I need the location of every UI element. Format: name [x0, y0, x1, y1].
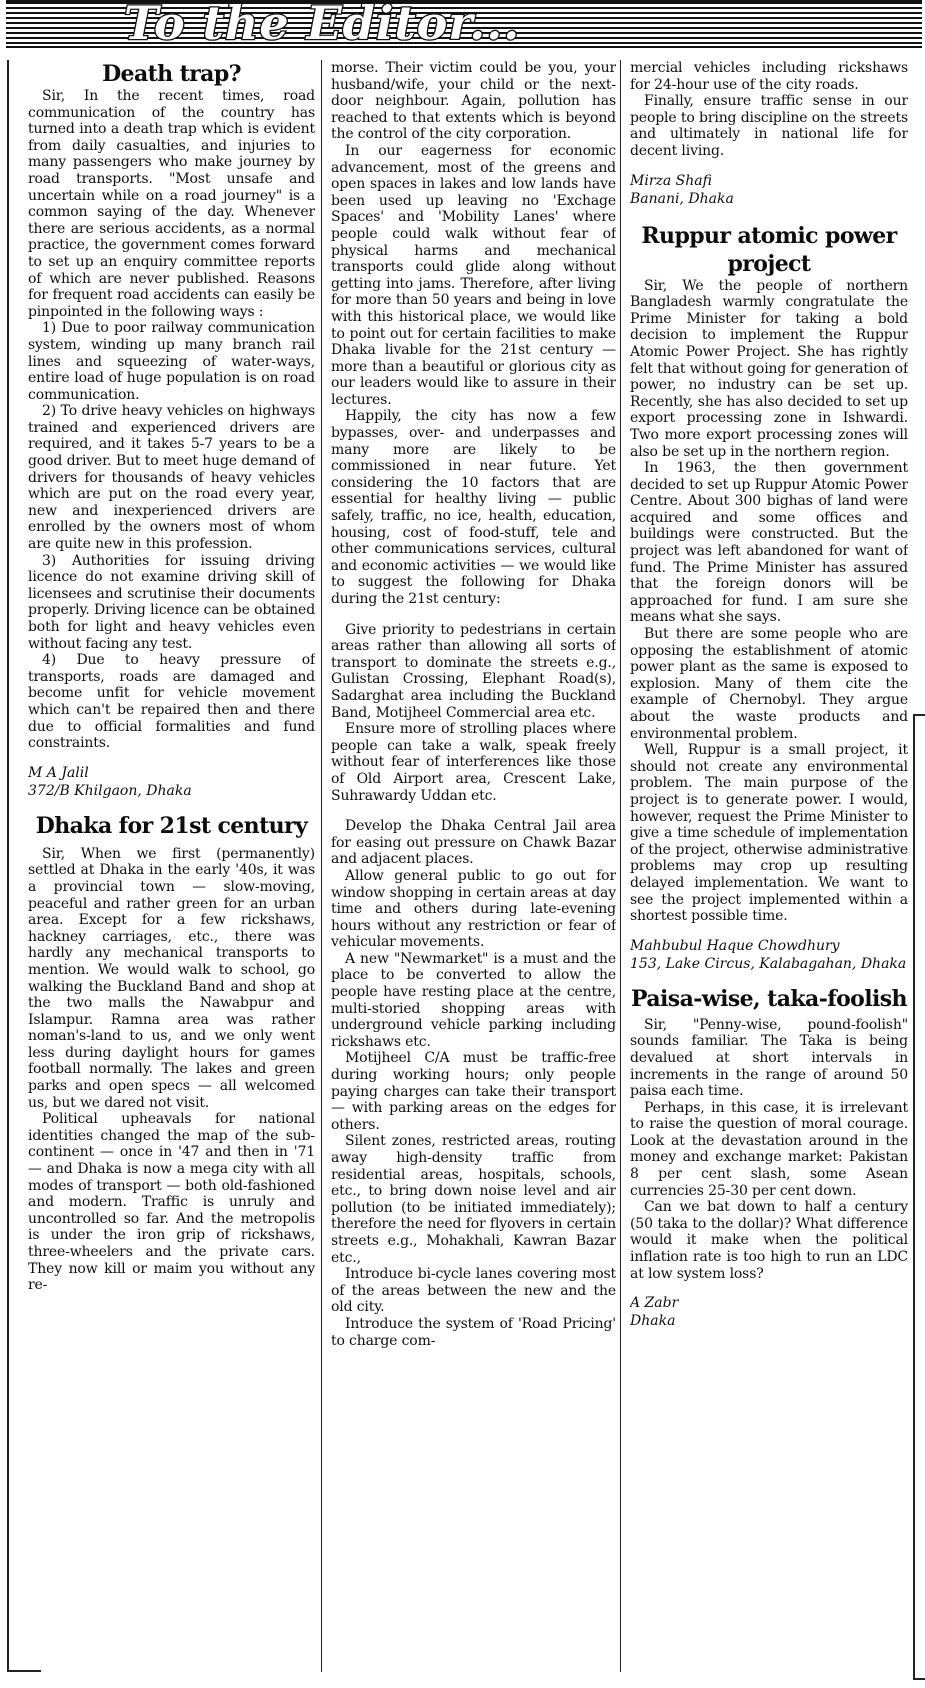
paragraph: Give priority to pedestrians in certain areas rather than allowing all sorts of transport to dominate the streets e.g., Gulistan Crossing, Elephant Road(s), Sadarghat area including the Buckland Band, Motijheel Commercial area etc.: [331, 621, 616, 721]
column-divider: [321, 60, 322, 1672]
column-3: [630, 60, 908, 1680]
signature: [28, 764, 315, 800]
letter-dhaka-conclusion: [630, 60, 908, 160]
paragraph: Political upheavals for national identities changed the map of the sub-continent — once in '47 and then in '71 — and Dhaka is now a mega city with all modes of transport — both old-fashioned and modern. Traffic is unruly and uncontrolled so far. And the metropolis is under the iron grip of rickshaws, three-wheelers and the private cars. They now kill or maim you without any re-: [28, 1111, 315, 1294]
paragraph: In our eagerness for economic advancement, most of the greens and open spaces in lakes and low lands have been used up leaving no 'Exchage Spaces' and 'Mobility Lanes' where people could walk without fear of physical harms and mechanical transports could glide along without getting into jams. Therefore, after living for more than 50 years and being in love with this historical place, we would like to point out for certain facilities to make Dhaka livable for the 21st century — more than a beautiful or glorious city as our leaders would like to assure in their lectures.: [331, 142, 616, 408]
signature-name: Mahbubul Haque Chowdhury: [630, 937, 840, 954]
letter-ruppur-body: [630, 278, 908, 925]
letter-paisa-body: [630, 1017, 908, 1283]
paragraph: mercial vehicles including rickshaws for 24-hour use of the city roads.: [630, 60, 908, 93]
masthead: [6, 0, 922, 48]
paragraph: morse. Their victim could be you, your husband/wife, your child or the next-door neighbour. Again, pollution has reached to that extents which is beyond the control of the city corporation.: [331, 60, 616, 143]
headline-death-trap: Death trap?: [102, 61, 241, 87]
left-column-rule: [7, 60, 9, 1672]
headline-ruppur-atomic: Ruppur atomic power project: [641, 222, 897, 277]
letter-death-trap-body: [28, 88, 315, 752]
paragraph: Sir, When we first (permanently) settled at Dhaka in the early '40s, it was a provincial town — slow-moving, peaceful and rather green for an urban area. Except for a few rickshaws, hackney carriages, etc., there was hardly any mechanical transports to mention. We would walk to school, go walking the Buckland Band and shop at the two malls the Nawabpur and Islampur. Ramna area was rather noman's-land to us, and we only went less during daylight hours for games football normally. The lakes and green parks and open specs — all welcomed us, but we dared not visit.: [28, 845, 315, 1111]
paragraph: Develop the Dhaka Central Jail area for easing out pressure on Chawk Bazar and adjacent places.: [331, 818, 616, 868]
signature: [630, 1294, 908, 1330]
signature-address: Dhaka: [630, 1313, 676, 1330]
paragraph: 3) Authorities for issuing driving licence do not examine driving skill of licensees and scrutinise their documents properly. Driving licence can be obtained both for light and heavy vehicles even without facing any test.: [28, 552, 315, 652]
paragraph: 1) Due to poor railway communication system, winding up many branch rail lines and squeezing of water-ways, entire load of huge population is on road communication.: [28, 320, 315, 403]
paragraph: Finally, ensure traffic sense in our people to bring discipline on the streets and ultimately in national life for decent living.: [630, 93, 908, 159]
signature-address: Banani, Dhaka: [630, 190, 734, 207]
paragraph: Perhaps, in this case, it is irrelevant to raise the question of moral courage. Look at the devastation around in the money and exchange market: Pakistan 8 per cent slash, some Asean currencies 25-30 per cent down.: [630, 1099, 908, 1199]
signature: [630, 172, 908, 208]
letter-dhaka-body: [28, 846, 315, 1294]
paragraph: Sir, We the people of northern Bangladesh warmly congratulate the Prime Minister for taking a bold decision to implement the Ruppur Atomic Power Project. She has rightly felt that without going for generation of power, no industry can be set up. Recently, she has also decided to set up export processing zone in Ishwardi. Two more export processing zones will also be set up in the northern region.: [630, 277, 908, 460]
paragraph: Motijheel C/A must be traffic-free during working hours; only people paying charges can take their transport — with parking areas on the edges for others.: [331, 1050, 616, 1133]
signature-name: A Zabr: [630, 1295, 679, 1312]
paragraph: Happily, the city has now a few bypasses, over- and underpasses and many more are likely to be commissioned in near future. Yet considering the 10 factors that are essential for healthy living — public safely, traffic, no ice, health, education, housing, cost of food-stuff, tele and other communications services, cultural and economic activities — we would like to suggest the following for Dhaka during the 21st century:: [331, 408, 616, 607]
paragraph: Sir, "Penny-wise, pound-foolish" sounds familiar. The Taka is being devalued at short intervals in increments in the range of around 50 paisa each time.: [630, 1016, 908, 1100]
signature-name: M A Jalil: [28, 764, 89, 781]
paragraph: Well, Ruppur is a small project, it should not create any environmental problem. The main purpose of the project is to generate power. I would, however, request the Prime Minister to give a time schedule of implementation of the project, otherwise administrative problems may crop up resulting delayed implementation. We want to see the project implemented within a shortest possible time.: [630, 742, 908, 925]
section-title: To the Editor...: [124, 0, 521, 50]
adjacent-page-border: [913, 714, 925, 1680]
headline-paisa-wise: Paisa-wise, taka-foolish: [631, 985, 907, 1012]
column-divider: [620, 60, 621, 1672]
signature: [630, 937, 908, 973]
paragraph: Can we bat down to half a century (50 taka to the dollar)? What difference would it make when the political inflation rate is too high to run an LDC at low system loss?: [630, 1199, 908, 1282]
paragraph: But there are some people who are opposing the establishment of atomic power plant as the same is exposed to explosion. Many of them cite the example of Chernobyl. They argue about the waste products and environmental problem.: [630, 626, 908, 742]
paragraph: Ensure more of strolling places where people can take a walk, speak freely without fear of interferences like those of Old Airport area, Crescent Lake, Suhrawardy Uddan etc.: [331, 721, 616, 804]
column-2: [331, 60, 616, 1680]
column-1: [28, 60, 315, 1680]
signature-address: 372/B Khilgaon, Dhaka: [28, 782, 192, 799]
paragraph: 2) To drive heavy vehicles on highways trained and experienced drivers are required, and it takes 5-7 years to be a good driver. But to meet huge demand of drivers for thousands of heavy vehicles which are put on the road every year, new and inexperienced drivers are enrolled by the owners most of whom are quite new in this profession.: [28, 403, 315, 553]
paragraph: A new "Newmarket" is a must and the place to be converted to allow the people have resting place at the centre, multi-storied shopping areas with underground vehicle parking including rickshaws etc.: [331, 950, 616, 1050]
signature-name: Mirza Shafi: [630, 172, 712, 189]
headline-dhaka-21st-century: Dhaka for 21st century: [35, 812, 308, 839]
paragraph: In 1963, the then government decided to set up Ruppur Atomic Power Centre. About 300 bighas of land were acquired and some offices and buildings were constructed. But the project was left abandoned for want of fund. The Prime Minister has assured that the foreign donors will be approached for fund. I am sure she means what she says.: [630, 460, 908, 626]
signature-address: 153, Lake Circus, Kalabagahan, Dhaka: [630, 955, 907, 972]
paragraph: Sir, In the recent times, road communication of the country has turned into a death trap which is evident from daily casualties, and injuries to many passengers who make journey by road transports. "Most unsafe and uncertain while on a road journey" is a common saying of the day. Whenever there are serious accidents, as a normal practice, the government comes forward to set up an enquiry committee reports of which are never published. Reasons for frequent road accidents can easily be pinpointed in the following ways :: [28, 88, 315, 320]
paragraph: Introduce bi-cycle lanes covering most of the areas between the new and the old city.: [331, 1266, 616, 1316]
paragraph: Silent zones, restricted areas, routing away high-density traffic from residential areas, hospitals, schools, etc., to bring down noise level and air pollution (to be initiated immediately); therefore the need for flyovers in certain streets e.g., Mohakhali, Kawran Bazar etc.,: [331, 1133, 616, 1266]
paragraph: 4) Due to heavy pressure of transports, roads are damaged and become unfit for vehicle movement which can't be repaired then and there due to official formalities and fund constraints.: [28, 652, 315, 752]
paragraph: Allow general public to go out for window shopping in certain areas at day time and others during late-evening hours without any restriction or fear of vehicular movements.: [331, 867, 616, 951]
letter-dhaka-continued: [331, 60, 616, 1349]
paragraph: Introduce the system of 'Road Pricing' to charge com-: [331, 1315, 616, 1349]
